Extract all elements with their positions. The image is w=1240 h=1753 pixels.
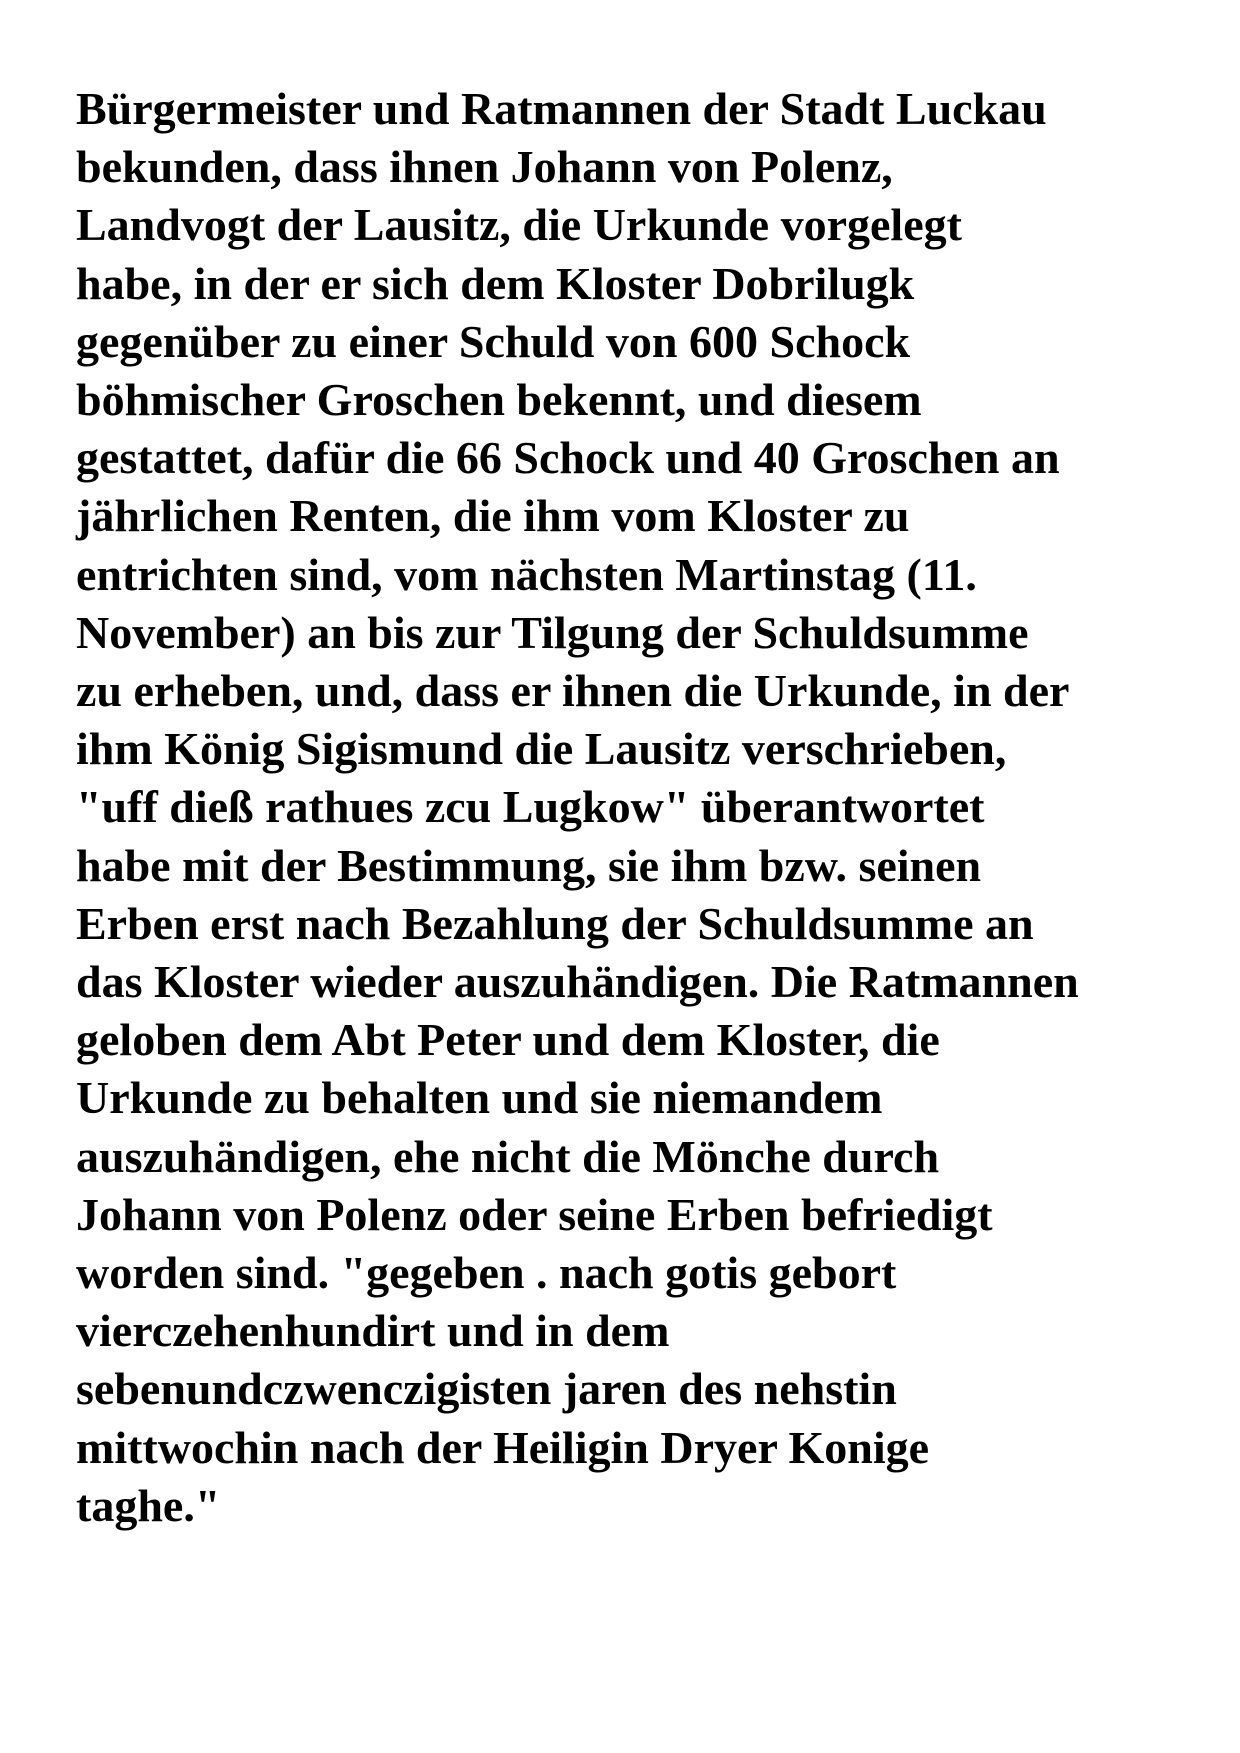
text-line: "uff dieß rathues zcu Lugkow" überantwortet — [76, 781, 985, 833]
document-body-text — [76, 80, 1196, 1535]
text-line: bekunden, dass ihnen Johann von Polenz, — [76, 141, 893, 193]
text-line: worden sind. "gegeben . nach gotis gebort — [76, 1247, 897, 1299]
text-line: jährlichen Renten, die ihm vom Kloster zu — [76, 490, 910, 542]
text-line: ihm König Sigismund die Lausitz verschrieben, — [76, 723, 1007, 775]
text-line: entrichten sind, vom nächsten Martinstag (11. — [76, 548, 977, 600]
text-line: gegenüber zu einer Schuld von 600 Schock — [76, 315, 911, 367]
text-line: Bürgermeister und Ratmannen der Stadt Luckau — [76, 83, 1047, 134]
text-line: zu erheben, und, dass er ihnen die Urkunde, in der — [76, 665, 1070, 717]
text-line: das Kloster wieder auszuhändigen. Die Ratmannen — [76, 956, 1079, 1008]
text-line: taghe." — [76, 1479, 221, 1531]
text-line: Johann von Polenz oder seine Erben befriedigt — [76, 1188, 993, 1240]
text-line: böhmischer Groschen bekennt, und diesem — [76, 374, 922, 426]
text-line: habe mit der Bestimmung, sie ihm bzw. seinen — [76, 839, 982, 891]
text-line: Urkunde zu behalten und sie niemandem — [76, 1072, 883, 1124]
text-line: geloben dem Abt Peter und dem Kloster, die — [76, 1014, 940, 1066]
text-line: sebenundczwenczigisten jaren des nehstin — [76, 1363, 897, 1415]
text-line: November) an bis zur Tilgung der Schuldsumme — [76, 606, 1029, 658]
text-line: Erben erst nach Bezahlung der Schuldsumme an — [76, 897, 1034, 949]
text-line: auszuhändigen, ehe nicht die Mönche durch — [76, 1130, 940, 1182]
text-line: mittwochin nach der Heiligin Dryer Konige — [76, 1421, 930, 1473]
text-line: habe, in der er sich dem Kloster Dobrilugk — [76, 257, 915, 309]
text-line: vierczehenhundirt und in dem — [76, 1305, 670, 1357]
text-line: gestattet, dafür die 66 Schock und 40 Groschen an — [76, 432, 1060, 484]
text-line: Landvogt der Lausitz, die Urkunde vorgelegt — [76, 199, 962, 251]
